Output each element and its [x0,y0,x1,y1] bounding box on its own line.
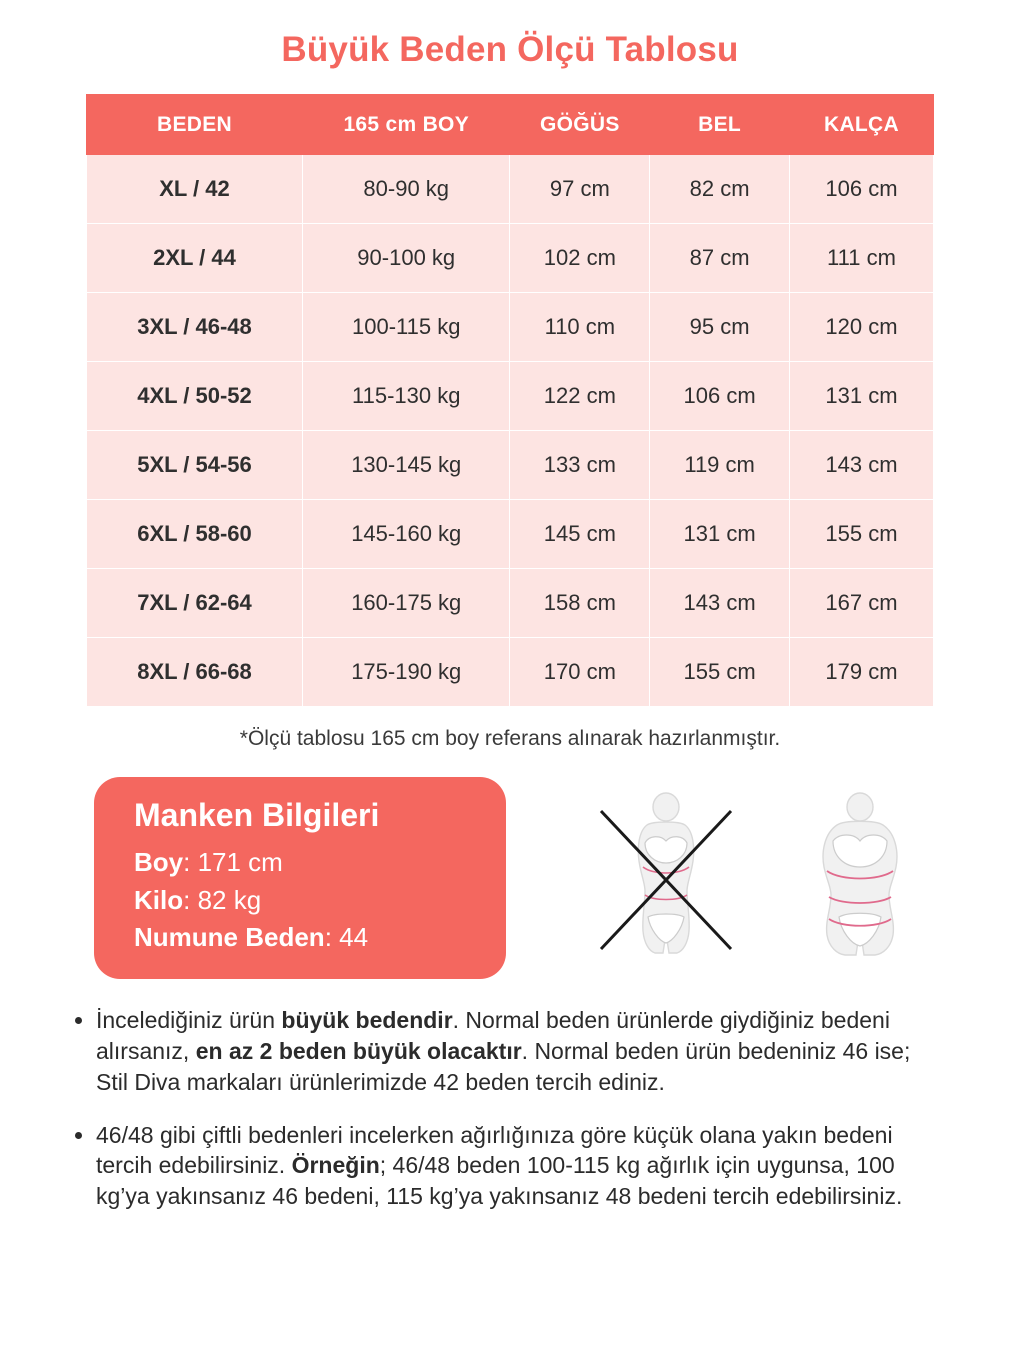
table-row [87,293,934,362]
list-item [96,1120,946,1212]
page-title: Büyük Beden Ölçü Tablosu [281,30,739,69]
column-header-gogus: GÖĞÜS [510,95,650,155]
table-header-row [87,95,934,155]
cell-value: 155 cm [789,500,933,569]
table-row [87,362,934,431]
cell-value: 102 cm [510,224,650,293]
emphasis-text: büyük bedendir [281,1007,453,1034]
cell-value: 95 cm [650,293,790,362]
column-header-boy: 165 cm BOY [302,95,510,155]
emphasis-text: Örneğin [291,1152,380,1179]
model-weight-label: Kilo [134,884,184,915]
cell-value: 179 cm [789,638,933,707]
body-text: ; 46/48 beden 100-115 kg ağırlık için uygunsa, 100 kg’ya yakınsanız 46 bedeni, 115 kg’ya yakınsanız 48 bedeni tercih edebilirsiniz. [96,1152,903,1210]
cell-value: 111 cm [789,224,933,293]
slim-body-svg [591,791,741,961]
plus-size-body-svg [785,791,935,961]
body-text: 46/48 gibi çiftli bedenleri incelerken ağırlığınıza göre küçük olana yakın bedeni tercih edebilirsiniz. [96,1121,893,1179]
cell-value: 90-100 kg [302,224,510,293]
table-row [87,500,934,569]
model-height-row: Boy: 171 cm [134,847,283,877]
cell-value: 145 cm [510,500,650,569]
cell-value: 130-145 kg [302,431,510,500]
cell-value: 119 cm [650,431,790,500]
cell-value: 170 cm [510,638,650,707]
table-row [87,155,934,224]
cell-value: 122 cm [510,362,650,431]
cell-value: 158 cm [510,569,650,638]
cell-size: 7XL / 62-64 [87,569,303,638]
list-item [96,1005,946,1097]
body-text: . Normal beden ürün bedeniniz 46 ise; Stil Diva markaları ürünlerimizde 42 beden tercih ediniz. [96,1037,911,1095]
model-info-card [94,777,506,979]
cell-value: 110 cm [510,293,650,362]
table-body [87,155,934,707]
guidance-bullet-list [0,1005,1020,1212]
size-table [86,94,934,707]
column-header-kalca: KALÇA [789,95,933,155]
column-header-bel: BEL [650,95,790,155]
table-row [87,638,934,707]
model-height-value: 171 cm [197,847,283,877]
body-text: . Normal beden ürünlerde giydiğiniz bedeni alırsanız, [96,1007,890,1064]
model-info-title: Manken Bilgileri [134,797,380,833]
cell-size: 6XL / 58-60 [87,500,303,569]
model-sample-size-row: Numune Beden: 44 [134,922,369,953]
table-row [87,569,934,638]
table-row [87,431,934,500]
cell-size: XL / 42 [87,155,303,224]
cell-size: 3XL / 46-48 [87,293,303,362]
body-text: İncelediğiniz ürün [96,1007,282,1034]
cell-value: 82 cm [650,155,790,224]
cell-value: 145-160 kg [302,500,510,569]
table-row [87,224,934,293]
cell-value: 97 cm [510,155,650,224]
slim-figure-icon [591,791,741,961]
column-header-beden: BEDEN [87,95,303,155]
model-weight-row: Kilo: 82 kg [134,884,262,915]
model-info-section [0,777,1020,979]
cell-size: 2XL / 44 [87,224,303,293]
cell-value: 160-175 kg [302,569,510,638]
cell-value: 167 cm [789,569,933,638]
body-figures [506,777,1020,961]
cell-value: 133 cm [510,431,650,500]
cell-value: 80-90 kg [302,155,510,224]
cell-value: 143 cm [789,431,933,500]
cell-size: 5XL / 54-56 [87,431,303,500]
plus-size-figure-icon [785,791,935,961]
table-header [87,95,934,155]
model-sample-size-value: 44 [339,922,369,953]
cell-value: 87 cm [650,224,790,293]
table-footnote: *Ölçü tablosu 165 cm boy referans alınarak hazırlanmıştır. [239,727,781,750]
cell-value: 100-115 kg [302,293,510,362]
model-sample-size-label: Numune Beden [134,922,325,953]
cell-value: 131 cm [650,500,790,569]
model-weight-value: 82 kg [197,884,262,915]
cell-value: 120 cm [789,293,933,362]
cell-size: 4XL / 50-52 [87,362,303,431]
cell-value: 143 cm [650,569,790,638]
cell-size: 8XL / 66-68 [87,638,303,707]
emphasis-text: en az 2 beden büyük olacaktır [195,1037,522,1064]
cell-value: 175-190 kg [302,638,510,707]
cell-value: 106 cm [650,362,790,431]
model-height-label: Boy [134,847,184,877]
cell-value: 131 cm [789,362,933,431]
size-table-container [86,94,934,707]
cell-value: 106 cm [789,155,933,224]
cell-value: 155 cm [650,638,790,707]
cell-value: 115-130 kg [302,362,510,431]
